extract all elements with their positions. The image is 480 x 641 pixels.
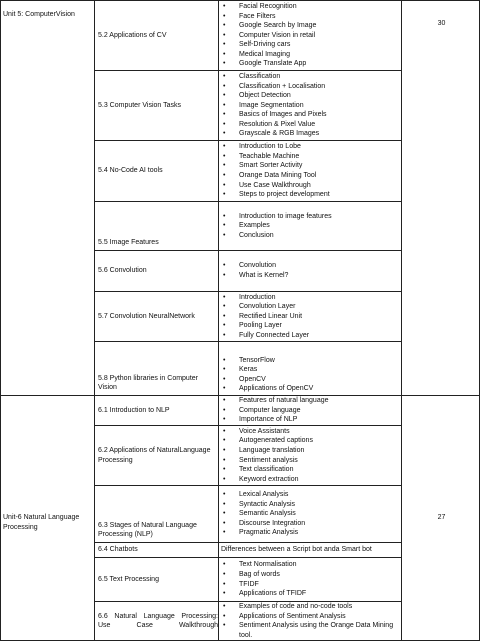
- list-item: • Image Segmentation: [221, 101, 401, 111]
- list-item: • Applications of OpenCV: [221, 384, 401, 394]
- subtopic-items: [219, 602, 402, 641]
- list-item: • Facial Recognition: [221, 2, 401, 12]
- subtopic-items: [219, 141, 402, 202]
- subtopic-items: [219, 1, 402, 71]
- list-item: • Pragmatic Analysis: [221, 528, 401, 538]
- list-item: • Discourse Integration: [221, 519, 401, 529]
- list-item: • Classification + Localisation: [221, 82, 401, 92]
- list-item: • Sentiment Analysis using the Orange Data Mining tool.: [221, 621, 401, 640]
- list-item: • Fully Connected Layer: [221, 331, 401, 341]
- list-item: • Use Case Walkthrough: [221, 181, 401, 191]
- subtopic-title: 6.1 Introduction to NLP: [95, 396, 219, 426]
- list-item: • Syntactic Analysis: [221, 500, 401, 510]
- list-item: • TensorFlow: [221, 356, 401, 366]
- list-item: • Medical Imaging: [221, 50, 401, 60]
- subtopic-items: [219, 342, 402, 396]
- list-item: • Conclusion: [221, 231, 401, 241]
- subtopic-title: 5.7 Convolution NeuralNetwork: [95, 292, 219, 342]
- list-item: • Grayscale & RGB Images: [221, 129, 401, 139]
- list-item: • Applications of TFIDF: [221, 589, 401, 599]
- list-item: • Steps to project development: [221, 190, 401, 200]
- subtopic-title: 5.3 Computer Vision Tasks: [95, 71, 219, 141]
- list-item: • OpenCV: [221, 375, 401, 385]
- list-item: • Resolution & Pixel Value: [221, 120, 401, 130]
- table-row: [1, 1, 480, 71]
- subtopic-items: [219, 396, 402, 426]
- list-item: • Convolution: [221, 261, 401, 271]
- list-item: • Classification: [221, 72, 401, 82]
- subtopic-title: 6.4 Chatbots: [95, 543, 219, 558]
- list-item: • Examples of code and no-code tools: [221, 602, 401, 612]
- list-item: • Computer Vision in retail: [221, 31, 401, 41]
- list-item: • Google Search by Image: [221, 21, 401, 31]
- list-item: • Keyword extraction: [221, 475, 401, 485]
- list-item: • Sentiment analysis: [221, 456, 401, 466]
- list-item: • Lexical Analysis: [221, 490, 401, 500]
- subtopic-title: 6.6 Natural Language Processing: Use Case Walkthrough: [95, 602, 219, 641]
- subtopic-title: 6.3 Stages of Natural Language Processing (NLP): [95, 486, 219, 543]
- subtopic-items: [219, 426, 402, 486]
- list-item: • What is Kernel?: [221, 271, 401, 281]
- list-item: • Text Normalisation: [221, 560, 401, 570]
- subtopic-title: 5.6 Convolution: [95, 251, 219, 292]
- list-item: • Computer language: [221, 406, 401, 416]
- unit-title: Unit 5: ComputerVision: [1, 1, 95, 396]
- subtopic-items: [219, 71, 402, 141]
- subtopic-items: [219, 558, 402, 602]
- list-item: • Text classification: [221, 465, 401, 475]
- list-item: • Importance of NLP: [221, 415, 401, 425]
- subtopic-title: 6.5 Text Processing: [95, 558, 219, 602]
- subtopic-title: 5.4 No-Code AI tools: [95, 141, 219, 202]
- list-item: • TFIDF: [221, 580, 401, 590]
- subtopic-items: [219, 202, 402, 251]
- list-item: • Teachable Machine: [221, 152, 401, 162]
- subtopic-items: [219, 292, 402, 342]
- list-item: • Bag of words: [221, 570, 401, 580]
- subtopic-text: Differences between a Script bot anda Smart bot: [219, 543, 402, 558]
- list-item: • Orange Data Mining Tool: [221, 171, 401, 181]
- subtopic-items: [219, 486, 402, 543]
- list-item: • Examples: [221, 221, 401, 231]
- list-item: • Applications of Sentiment Analysis: [221, 612, 401, 622]
- table-row: [1, 396, 480, 426]
- list-item: • Rectified Linear Unit: [221, 312, 401, 322]
- unit-hours: 30: [402, 1, 480, 396]
- list-item: • Basics of Images and Pixels: [221, 110, 401, 120]
- subtopic-title: 6.2 Applications of NaturalLanguage Processing: [95, 426, 219, 486]
- list-item: • Voice Assistants: [221, 427, 401, 437]
- subtopic-title: 5.2 Applications of CV: [95, 1, 219, 71]
- list-item: • Autogenerated captions: [221, 436, 401, 446]
- list-item: • Introduction to Lobe: [221, 142, 401, 152]
- subtopic-title: 5.5 Image Features: [95, 202, 219, 251]
- list-item: • Face Filters: [221, 12, 401, 22]
- list-item: • Google Translate App: [221, 59, 401, 69]
- subtopic-title: 5.8 Python libraries in Computer Vision: [95, 342, 219, 396]
- unit-title: Unit-6 Natural Language Processing: [1, 396, 95, 641]
- list-item: • Features of natural language: [221, 396, 401, 406]
- list-item: • Pooling Layer: [221, 321, 401, 331]
- list-item: • Introduction: [221, 293, 401, 303]
- list-item: • Convolution Layer: [221, 302, 401, 312]
- unit-hours: 27: [402, 396, 480, 641]
- list-item: • Self-Driving cars: [221, 40, 401, 50]
- list-item: • Object Detection: [221, 91, 401, 101]
- list-item: • Keras: [221, 365, 401, 375]
- list-item: • Language translation: [221, 446, 401, 456]
- list-item: • Introduction to image features: [221, 212, 401, 222]
- subtopic-items: [219, 251, 402, 292]
- list-item: • Smart Sorter Activity: [221, 161, 401, 171]
- list-item: • Semantic Analysis: [221, 509, 401, 519]
